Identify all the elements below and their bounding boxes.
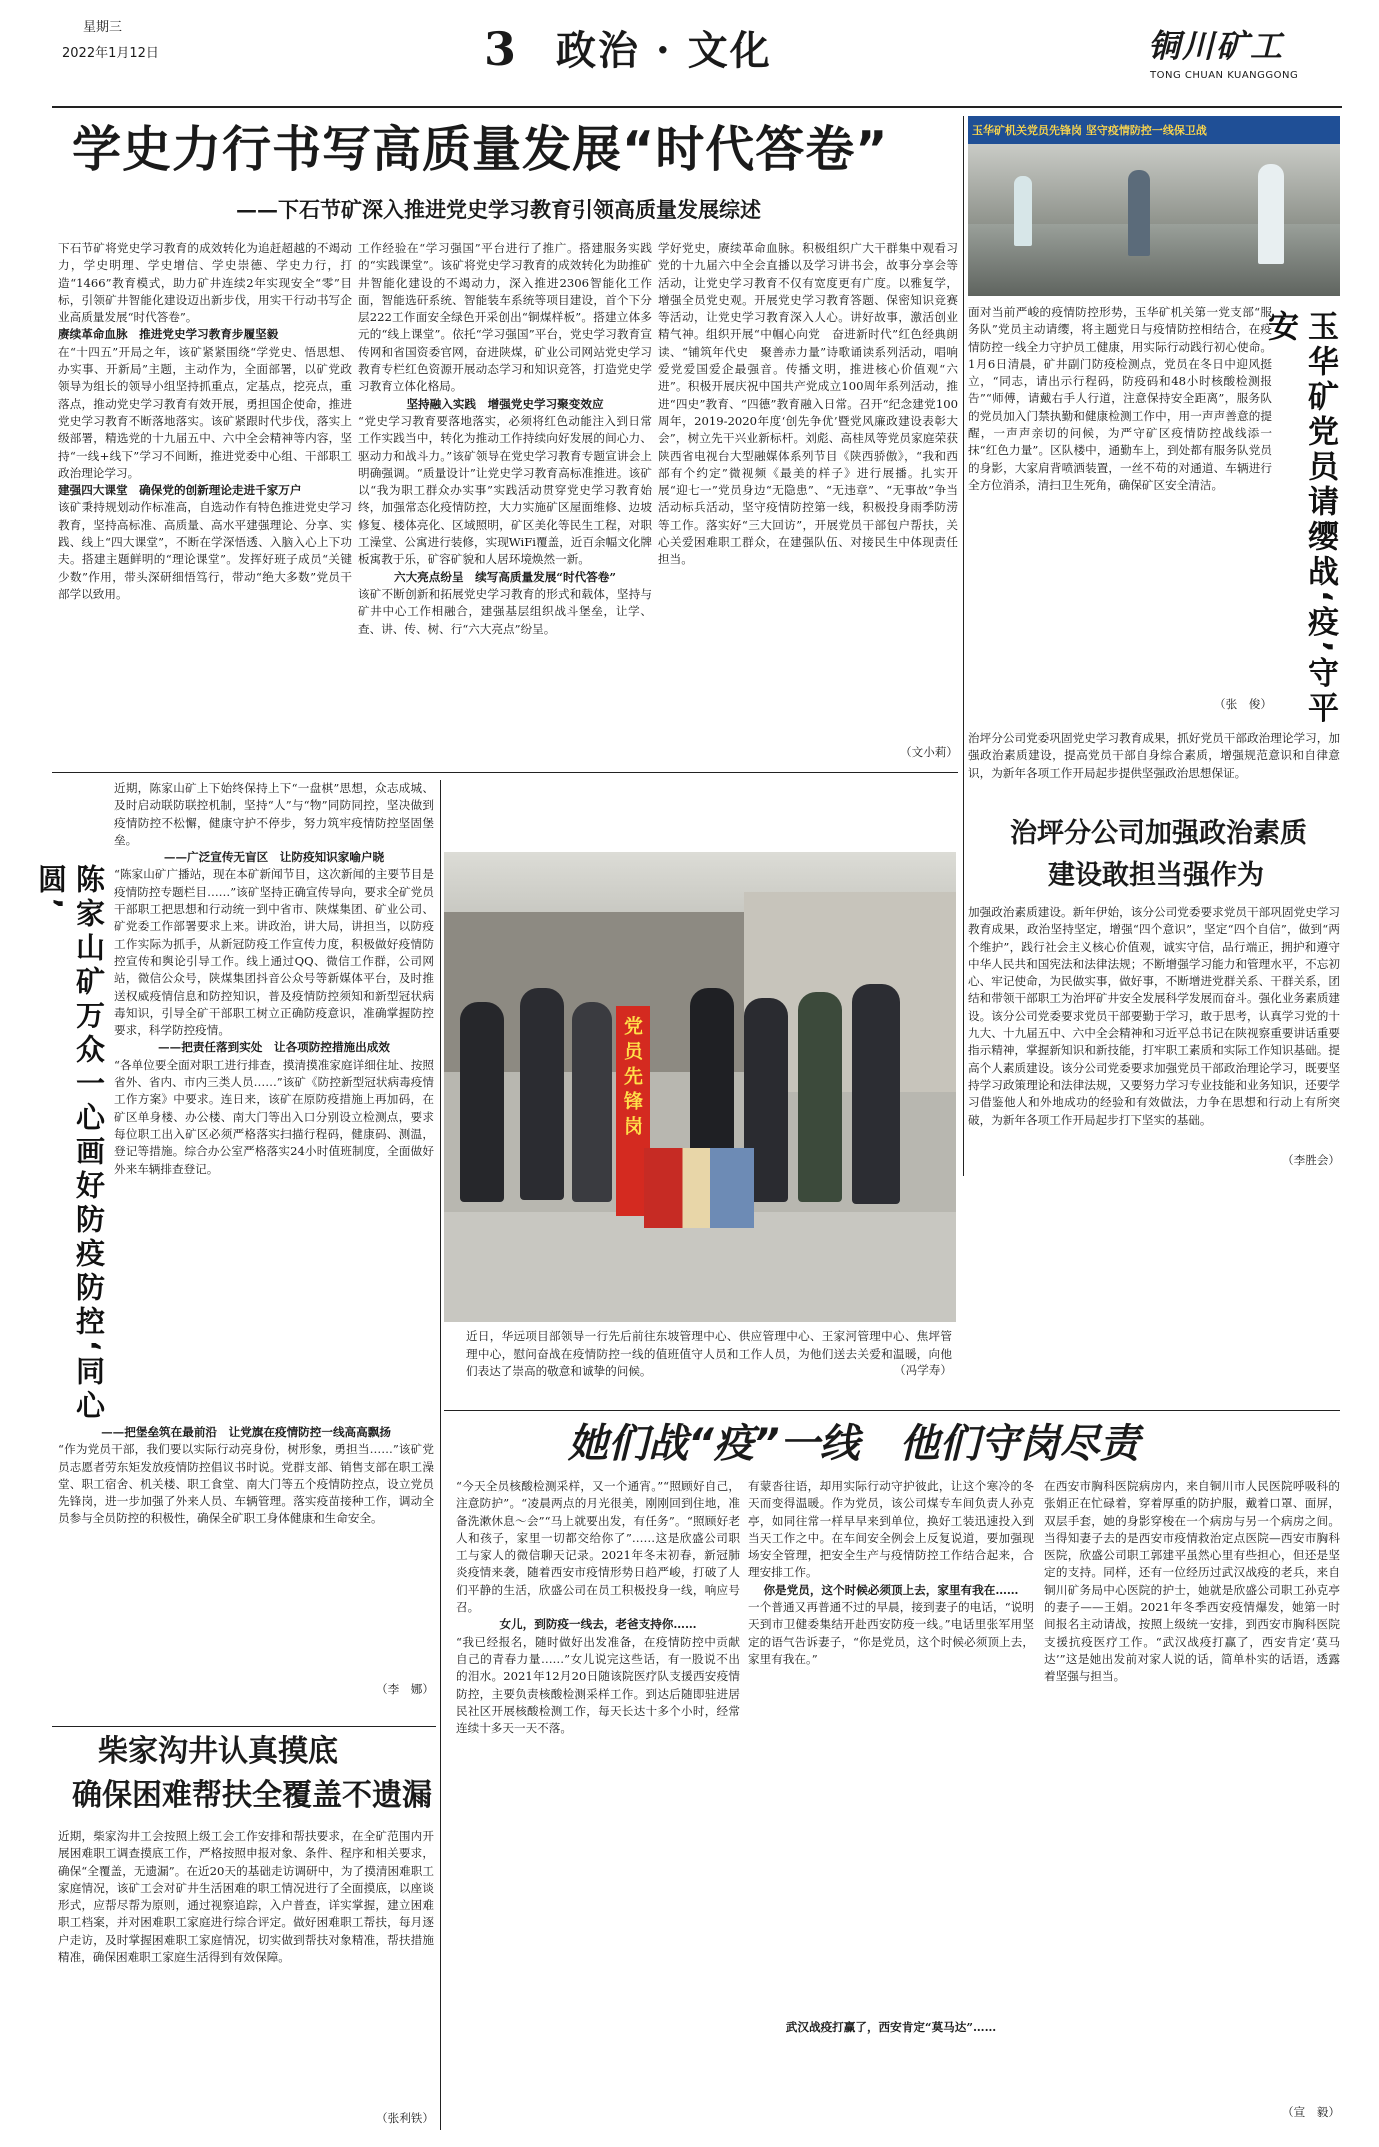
chenjiashan-vertical-headline: 陈家山矿万众一心画好防疫防控‘同心圆’ xyxy=(34,864,106,1425)
photo-epidemic-checkpoint xyxy=(968,116,1340,296)
chenjiashan-article-text-cont xyxy=(58,1424,434,1720)
feature-top-rule xyxy=(444,1410,1340,1411)
yuhua-article-text xyxy=(968,304,1272,720)
lead-col1-body-1: 在“十四五”开局之年，该矿紧紧围绕“学党史、悟思想、办实事、开新局”主题，主动作为，全面部署，以矿党政领导为组长的领导小组坚持抓重点，定基点，挖亮点，重落点，推动党史学习教育有效开展，勇担国企使命，推进党史学习教育不断落地落实。该矿紧跟时代步伐，落实上级部署，精选党的十九届五中、六中全会精神等内容，坚持“一线+线下”学习不间断，推进党委中心组、干部职工政治理论学习。 xyxy=(58,344,352,480)
feature-byline: （宣 毅） xyxy=(1282,2105,1340,2119)
page-number: 3 xyxy=(484,22,517,76)
yeping-intro-text: 治坪分公司党委巩固党史学习教育成果，抓好党员干部政治理论学习，加强政治素质建设，提高党员干部自身综合素质，增强规范意识和自律意识，为新年各项工作开局起步提供坚强政治思想保证。 xyxy=(968,731,1340,780)
feature-col1-subhead: 女儿，到防疫一线去，老爸支持你…… xyxy=(499,1617,697,1632)
photo-person-3 xyxy=(1258,164,1284,264)
feature-col1-body: “我已经报名，随时做好出发准备，在疫情防控中贡献自己的青春力量……”女儿说完这些话，有一股说不出的泪水。2021年12月20日随该院医疗队支援西安疫情防控，主要负责核酸检测采样工作。到达后随即驻进居民社区开展核酸检测工作，每天长达十多个小时，经常连续十多天一天不落。 xyxy=(456,1634,740,1736)
yeping-headline-line-1: 治坪分公司加强政治素质 xyxy=(1010,818,1307,849)
chaijiagou-headline-line-2: 确保困难帮扶全覆盖不遗漏 xyxy=(72,1778,432,1813)
chaijiagou-article-text xyxy=(58,1828,434,2132)
feature-col2-subhead: 你是党员，这个时候必须顶上去，家里有我在…… xyxy=(763,1582,1019,1597)
photo-banner-text: 党员先锋岗 xyxy=(621,1016,643,1141)
yuhua-body: 面对当前严峻的疫情防控形势，玉华矿机关第一党支部“服务队”党员主动请缨，将主题党日与疫情防控相结合，在疫情防控一线全力守护员工健康，用实际行动践行初心使命。1月6日清晨，矿井副门防疫检测点，党员在冬日中迎风挺立，“同志，请出示行程码，防疫码和48小时核酸检测报告”“师傅，请戴右手人行道，注意保持安全距离”，服务队的党员加入门禁执勤和健康检测工作中，用一声声善意的提醒，一声声亲切的问候，为严守矿区疫情防控战线添一抹“红色力量”。区队楼中，通勤车上，到处都有服务队党员的身影，大家肩背喷洒装置，一丝不苟的对通道、车辆进行全方位消杀，清扫卫生死角，确保矿区安全清洁。 xyxy=(968,305,1272,492)
lead-col2-intro: 工作经验在“学习强国”平台进行了推广。搭建服务实践的“实践课堂”。该矿将党史学习教育的成效转化为助推矿井智能化建设的不竭动力，深入推进2306智能化工作面，智能选矸系统、智能装车系统等项目建设，首个下分层222工作面安全绿色开采创出“铜煤样板”。搭建立体多元的“线上课堂”。依托“学习强国”平台，党史学习教育宣传网和省国资委官网，奋进陕煤，矿业公司网站党史学习教育专栏红色资源开展动态学习和知识竞答，打造党史学习教育立体化格局。 xyxy=(358,241,652,394)
photo-caption-text: 近日，华远项目部领导一行先后前往东坡管理中心、供应管理中心、王家河管理中心、焦坪管理中心，慰问奋战在疫情防控一线的值班值守人员和工作人员，为他们送去关爱和温暖，向他们表达了崇高的敬意和诚挚的问候。 xyxy=(466,1329,952,1378)
mid-horizontal-rule xyxy=(52,772,958,773)
chenjiashan-subhead-2: ——把责任落到实处 让各项防控措施出成效 xyxy=(158,1040,390,1055)
feature-col2-body: 一个普通又再普通不过的早晨，接到妻子的电话，“说明天到市卫健委集结开赴西安防疫一线。”电话里张军用坚定的语气告诉妻子，“你是党员，这个时候必须顶上去，家里有我在。” xyxy=(748,1600,1034,1666)
feature-column-3 xyxy=(1044,1478,1340,2128)
photo-donation-group xyxy=(444,852,956,1322)
feature-headline: 她们战“疫”一线 他们守岗尽责 xyxy=(568,1421,1140,1467)
chenjiashan-subhead-3: ——把堡垒筑在最前沿 让党旗在疫情防控一线高高飘扬 xyxy=(101,1425,391,1439)
lead-col2-subhead-1: 坚持融入实践 增强党史学习聚变效应 xyxy=(406,396,604,411)
lead-col1-body-2: 该矿秉持规划动作标准高，自选动作有特色推进党史学习教育，坚持高标准、高质量、高水平建强理论、分享、实践、线上“四大课堂”，不断在学深悟透、入脑入心上下功夫。搭建主题鲜明的“理论课堂”。发挥好班子成员“关键少数”作用，带头深研细悟笃行，带动“绝大多数”党员干部学以致用。 xyxy=(58,500,352,601)
lead-headline: 学史力行书写高质量发展“时代答卷” xyxy=(72,121,889,178)
feature-column-2 xyxy=(748,1478,1034,2128)
yuhua-byline: （张 俊） xyxy=(1214,697,1272,711)
lead-col1-subhead-2: 建强四大课堂 确保党的创新理论走进千家万户 xyxy=(58,483,302,498)
photo-person-c xyxy=(572,1002,612,1202)
feature-column-1 xyxy=(456,1478,740,2128)
yuhua-vertical-headline: 玉华矿党员请缨战‘疫’守平安 xyxy=(1262,310,1338,727)
photo-caption-byline: （冯学寿） xyxy=(894,1363,952,1377)
photo-person-1 xyxy=(1014,176,1032,246)
right-column-rule xyxy=(963,116,964,1176)
lead-subheadline: ——下石节矿深入推进党史学习教育引领高质量发展综述 xyxy=(236,197,761,222)
lower-left-rule xyxy=(52,1726,436,1727)
photo-banner-text: 玉华矿机关党员先锋岗 坚守疫情防控一线保卫战 xyxy=(972,124,1207,137)
lead-col1-intro: 下石节矿将党史学习教育的成效转化为追赶超越的不竭动力，学史明理、学史增信、学史崇德、学史力行，打造“1466”教育模式，助力矿井连续2年实现安全“零”目标，引领矿井智能化建设迈出新步伐，用实干行动书写企业高质量发展“时代答卷”。 xyxy=(58,241,352,325)
chenjiashan-article-text xyxy=(114,780,434,1420)
feature-col2-subhead-2: 武汉战疫打赢了，西安肯定“莫马达”…… xyxy=(785,2020,997,2035)
lead-col3-body: 学好党史，赓续革命血脉。积极组织广大干群集中观看习党的十九届六中全会直播以及学习讲书会，故事分享会等活动，让党史学习教育不仅有宽度更有广度。以雅复学，增强全员党史观。开展党史学习教育答题、保密知识竞赛等活动，让党史学习教育深入人心。讲好故事，激活创业精气神。组织开展“中帼心向党 奋进新时代”红色经典朗读、“铺筑年代史 聚善赤力量”诗歌诵读系列活动，唱响爱党爱国爱企最强音。传播文明，推进核心价值观“六进”。积极开展庆祝中国共产党成立100周年系列活动，推进“四史”教育、“四德”教育融入日常。召开“纪念建党100周年，2019-2020年度‘创先争优’暨党风廉政建设表彰大会”，树立先干兴业新标杆。刘彪、高桂凤等党员家庭荣获陕西省电视台大型融媒体系列节目《陕西骄傲》，“我和西部有个约定”微视频《最美的样子》进行展播。扎实开展“迎七一”党员身边“无隐患”、“无违章”、“无事故”争当活动标兵活动，坚守疫情防控第一线，积极投身雨季防涝等工作。落实好“三大回访”，开展党员干部包户帮扶，关心关爱困难职工群众，在建强队伍、对接民生中体现责任担当。 xyxy=(658,241,958,567)
masthead-rule xyxy=(52,106,1342,108)
chenjiashan-subhead-1: ——广泛宣传无盲区 让防疫知识家喻户晓 xyxy=(163,850,385,865)
lead-col2-body-1: “党史学习教育要落地落实，必须将红色动能注入到日常工作实践当中，转化为推动工作持续向好发展的间心力、驱动力和战斗力。”该矿领导在党史学习教育专题宣讲会上明确强调。“质量设计”让党史学习教育高标准推进。该矿以“我为职工群众办实事”实践活动贯穿党史学习教育始终，加强常态化疫情防控，大力实施矿区屋面维修、边坡修复、楼体亮化、区域照明，矿区美化等民生工程，对职工澡堂、公寓进行装修，实现WiFi覆盖，近百余幅文化牌板寓教于乐，矿容矿貌和人居环境焕然一新。 xyxy=(358,413,652,567)
photo-person-b xyxy=(520,988,564,1200)
chenjiashan-byline: （李 娜） xyxy=(376,1682,434,1697)
feature-col2-intro: 有蒙沓往语，却用实际行动守护彼此，让这个寒冷的冬天而变得温暖。作为党员，该公司煤专车间负责人孙克亭，如同往常一样早早来到单位，换好工装迅速投入到当天工作之中。在车间安全例会上反复说道，要加强现场安全管理，把安全生产与疫情防控工作结合起来，合理安排工作。 xyxy=(748,1479,1034,1580)
photo-supplies xyxy=(644,1148,754,1228)
lead-col1-subhead-1: 赓续革命血脉 推进党史学习教育步履坚毅 xyxy=(58,327,279,342)
lead-column-2 xyxy=(358,240,652,765)
lead-byline: （文小莉） xyxy=(900,745,958,759)
chenjiashan-body-3: “作为党员干部，我们要以实际行动亮身份，树形象，勇担当……”该矿党员志愿者劳东矩发放疫情防控倡议书时说。党群支部、销售支部在职工澡堂、职工宿舍、机关楼、职工食堂、南大门等五个疫情防控点，设立党员先锋岗，进一步加强了外来人员、车辆管理。落实疫苗接种工作，调动全员参与全员防控的积极性，确保全矿职工身体健康和生命安全。 xyxy=(58,1442,434,1526)
paper-pinyin: TONG CHUAN KUANGGONG xyxy=(1150,70,1299,81)
chaijiagou-body: 近期，柴家沟井工会按照上级工会工作安排和帮扶要求，在全矿范围内开展困难职工调查摸底工作，严格按照申报对象、条件、程序和相关要求，确保“全覆盖，无遗漏”。在近20天的基础走访调研中，为了摸清困难职工家庭情况，该矿工会对矿井生活困难的职工情况进行了全面摸底，以座谈形式，应帮尽帮为原则，通过视察追踪，入户普查，详实掌握，建立困难职工档案，并对困难职工家庭进行综合评定。做好困难职工帮扶，每月逐户走访，及时掌握困难职工家庭情况，切实做到帮扶对象精准，帮扶措施精准，确保困难职工家庭生活得到有效保障。 xyxy=(58,1829,434,1965)
feature-col1-intro: “今天全员核酸检测采样，又一个通宵。”“照顾好自己，注意防护”。“凌晨两点的月光很美，刚刚回到住地，准备洗漱休息～会”“马上就要出发，有任务”。“照顾好老人和孩子，家里一切都交给你了”……这是欣盛公司职工与家人的微信聊天记录。2021年冬末初春，新冠肺炎疫情来袭，随着西安市疫情形势日趋严峻，打破了人们平静的生活，欣盛公司在员工积极投身一线，响应号召。 xyxy=(456,1479,740,1615)
chaijiagou-byline: （张利铁） xyxy=(376,2111,434,2125)
masthead xyxy=(0,0,1379,108)
lead-column-3 xyxy=(658,240,958,765)
photo-caption xyxy=(466,1328,952,1408)
yeping-headline-line-2: 建设敢担当强作为 xyxy=(1048,860,1264,891)
chenjiashan-intro: 近期，陈家山矿上下始终保持上下“一盘棋”思想，众志成城、及时启动联防联控机制，坚持“人”与“物”同防同控，坚决做到疫情防控不松懈，健康守护不停步，努力筑牢疫情防控坚固堡垒。 xyxy=(114,781,434,847)
lead-col2-subhead-2: 六大亮点纷呈 续写高质量发展“时代答卷” xyxy=(393,569,617,584)
chenjiashan-body-2: “各单位要全面对职工进行排查，摸清摸准家庭详细住址、按照省外、省内、市内三类人员……”该矿《防控新型冠状病毒疫情工作方案》中要求。连日来，该矿在原防疫措施上再加码，在矿区单身楼、办公楼、南大门等出入口分别设立检测点，要求每位职工出入矿区必须严格落实扫描行程码，健康码、测温，登记等措施。综合办公室严格落实24小时值班制度，全面做好外来车辆排查登记。 xyxy=(114,1057,434,1176)
chenjiashan-body-1: “陈家山矿广播站，现在本矿新闻节目，这次新闻的主要节目是疫情防控专题栏目……”该矿坚持正确宣传导向，要求全矿党员干部职工把思想和行动统一到中省市、陕煤集团、矿业公司、矿党委工作部署要求上来。讲政治，讲大局，讲担当，以防疫工作实际为抓手，从新冠防疫工作宣传力度，积极做好疫情防控宣传和舆论引导工作。线上通过QQ、微信工作群，公司网站，微信公众号，陕煤集团抖音公众号等新媒体平台，及时推送权威疫情信息和防控知识，普及疫情防控须知和新型冠状病毒知识，引导全矿干部职工树立正确防疫意识，准确掌握防控要求，科学防控疫情。 xyxy=(114,867,434,1038)
photo-person-g xyxy=(852,984,900,1204)
weekday: 星期三 xyxy=(83,20,123,35)
yeping-lead-paragraph xyxy=(968,730,1340,808)
issue-date: 2022年1月12日 xyxy=(62,46,159,61)
left-column-rule xyxy=(440,780,441,2130)
photo-person-a xyxy=(460,1002,504,1202)
yeping-article-text xyxy=(968,904,1340,1172)
photo-person-2 xyxy=(1128,170,1150,256)
yeping-byline: （李胜会） xyxy=(1282,1153,1340,1167)
yeping-body: 加强政治素质建设。新年伊始，该分公司党委要求党员干部巩固党史学习教育成果，政治坚持坚定，增强“四个意识”，坚定“四个自信”，做到“两个维护”，践行社会主义核心价值观，诚实守信，品行端正，拥护和遵守中华人民共和国宪法和法律法规；不断增强学习能力和管理水平，不忘初心、牢记使命，为民做实事，做好事，不断增进党群关系、干群关系，团结和带领干部职工为治坪矿井安全发展科学发展而奋斗。强化业务素质建设。该分公司党委要求党员干部要勤于学习，敢于思考，认真学习党的十九大、十九届五中、六中全会精神和习近平总书记在陕视察重要讲话重要指示精神，掌握新知识和新技能，打牢职工素质和实际工作知识基础。提高个人素质建设。该分公司党委要求加强党员干部政治理论学习，既要坚持学习政策理论和法律法规，又要努力学习专业技能和业务知识，还要学习借鉴他人和外地成功的经验和有效做法，力争在思想和行动上有所突破，为新年各项工作开局起步打下坚实的基础。 xyxy=(968,905,1340,1127)
lead-column-1 xyxy=(58,240,352,765)
lead-col2-body-2: 该矿不断创新和拓展党史学习教育的形式和载体，坚持与矿井中心工作相融合，建强基层组织战斗堡垒，让学、查、讲、传、树、行“六大亮点”纷呈。 xyxy=(358,586,652,636)
chaijiagou-headline-line-1: 柴家沟井认真摸底 xyxy=(98,1734,338,1769)
paper-name: 铜川矿工 xyxy=(1148,27,1285,65)
feature-col3-body: 在西安市胸科医院病房内，来自铜川市人民医院呼吸科的张娟正在忙碌着，穿着厚重的防护服，戴着口罩、面屏，双层手套，她的身影穿梭在一个病房与另一个病房之间。当得知妻子去的是西安市疫情救治定点医院—西安市胸科医院，欣盛公司职工郭建平虽然心里有些担心，但还是坚定的支持。同样，还有一位经历过武汉战疫的老兵，来自铜川矿务局中心医院的护士，她就是欣盛公司职工孙克亭的妻子——王娟。2021年冬季西安疫情爆发，她第一时间报名主动请战，按照上级统一安排，到西安市胸科医院支援抗疫医疗工作。“武汉战疫打赢了，西安肯定‘莫马达’”这是她出发前对家人说的话，简单朴实的话语，透露着坚强与担当。 xyxy=(1044,1479,1340,1684)
photo-person-f xyxy=(798,992,842,1202)
section-title: 政治 · 文化 xyxy=(556,27,772,74)
